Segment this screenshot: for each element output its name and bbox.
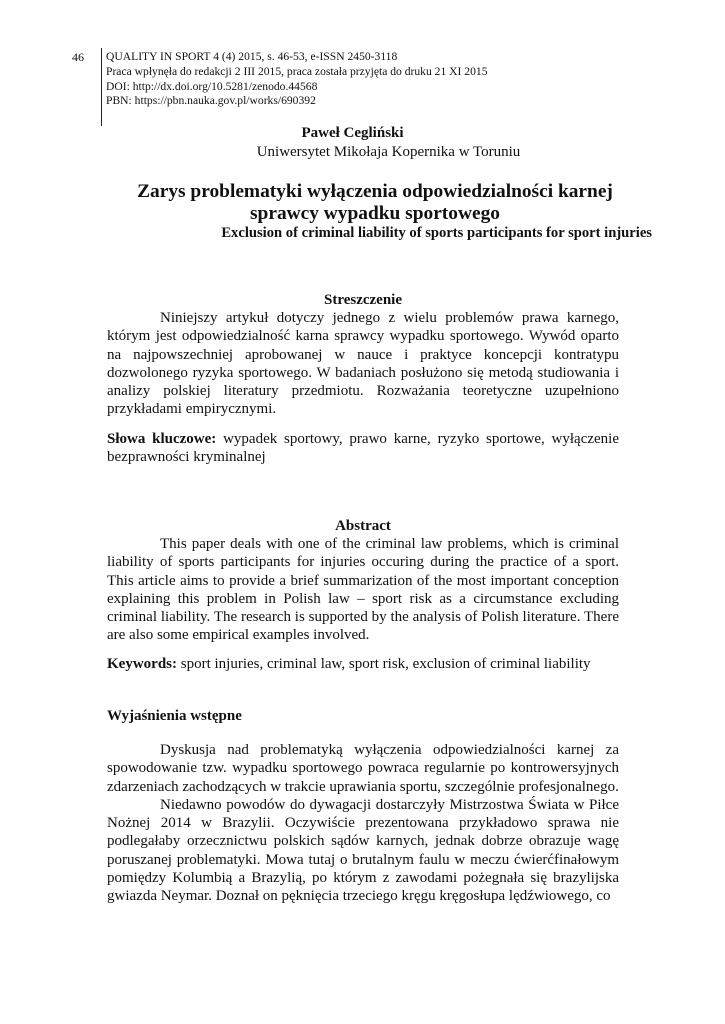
header-doi[interactable]: DOI: http://dx.doi.org/10.5281/zenodo.44568 — [106, 79, 318, 93]
slowa-kluczowe-text: wypadek sportowy, prawo karne, ryzyko sportowe, wyłączenie bezprawności kryminalnej — [107, 431, 619, 466]
abstract-body — [107, 535, 619, 645]
streszczenie-text: Niniejszy artykuł dotyczy jednego z wielu problemów prawa karnego, którym jest odpowiedzialność karna sprawcy wypadku sportowego. Wywód oparto na najpowszechniej aprobowanej w nauce i praktyce koncepcji kontratypu dozwolonego ryzyka sportowego. W badaniach posłużono się metodą studiowania i analizy polskiej literatury przedmiotu. Rozważania teoretyczne uzupełniono przykładami empirycznymi. — [107, 310, 619, 418]
header-divider — [101, 48, 102, 126]
title-english-text: Exclusion of criminal liability of sports participants for sport injuries — [221, 225, 652, 241]
title-polish-line1: Zarys problematyki wyłączenia odpowiedzialności karnej — [137, 181, 613, 202]
streszczenie-body — [107, 309, 619, 419]
keywords-label: Keywords: — [107, 656, 177, 672]
author-block — [0, 124, 725, 162]
author-name: Paweł Cegliński — [301, 125, 404, 141]
title-english — [60, 224, 660, 242]
title-polish — [80, 181, 670, 225]
section-paragraph-2: Niedawno powodów do dywagacji dostarczyły Mistrzostwa Świata w Piłce Nożnej 2014 w Brazylii. Oczywiście prezentowana przykładowo sprawa nie podlegałaby orzecznictwu polskich sądów karnych, jednak dobrze obrazuje wagę poruszanej problematyki. Mowa tutaj o brutalnym faulu w meczu ćwierćfinałowym pomiędzy Kolumbią a Brazylią, po którym z zawodami pożegnała się brazylijska gwiazda Neymar. Doznał on pęknięcia trzeciego kręgu kręgosłupa lędźwiowego, co — [107, 796, 619, 905]
keywords-text: sport injuries, criminal law, sport risk, exclusion of criminal liability — [177, 656, 591, 672]
header-citation: QUALITY IN SPORT 4 (4) 2015, s. 46-53, e-ISSN 2450-3118 — [106, 50, 398, 63]
abstract-text: This paper deals with one of the criminal law problems, which is criminal liability of sports participants for injuries occuring during the practice of a sport. This article aims to provide a brief summarization of the most important conception explaining this problem in Polish law – sport risk as a circumstance excluding criminal liability. The research is supported by the analysis of Polish literature. There are also some empirical examples involved. — [107, 536, 619, 644]
slowa-kluczowe-label: Słowa kluczowe: — [107, 431, 217, 447]
abstract-heading: Abstract — [335, 518, 391, 534]
header-pbn[interactable]: PBN: https://pbn.nauka.gov.pl/works/690392 — [106, 94, 316, 108]
section-heading: Wyjaśnienia wstępne — [107, 708, 242, 724]
section-body — [107, 741, 619, 906]
header-received: Praca wpłynęła do redakcji 2 III 2015, praca została przyjęta do druku 21 XI 2015 — [106, 64, 488, 78]
keywords — [107, 655, 619, 673]
slowa-kluczowe — [107, 430, 619, 467]
page-number: 46 — [72, 50, 84, 64]
streszczenie-heading: Streszczenie — [323, 292, 403, 308]
section-paragraph-1: Dyskusja nad problematyką wyłączenia odpowiedzialności karnej za spowodowanie tzw. wypadku sportowego powraca regularnie po kontrowersyjnych zdarzeniach zachodzących w trakcie uprawiania sportu, szczególnie profesjonalnego. — [107, 742, 619, 795]
author-affiliation: Uniwersytet Mikołaja Kopernika w Toruniu — [256, 144, 521, 160]
title-polish-line2: sprawcy wypadku sportowego — [250, 203, 500, 224]
header-lines — [106, 50, 626, 109]
